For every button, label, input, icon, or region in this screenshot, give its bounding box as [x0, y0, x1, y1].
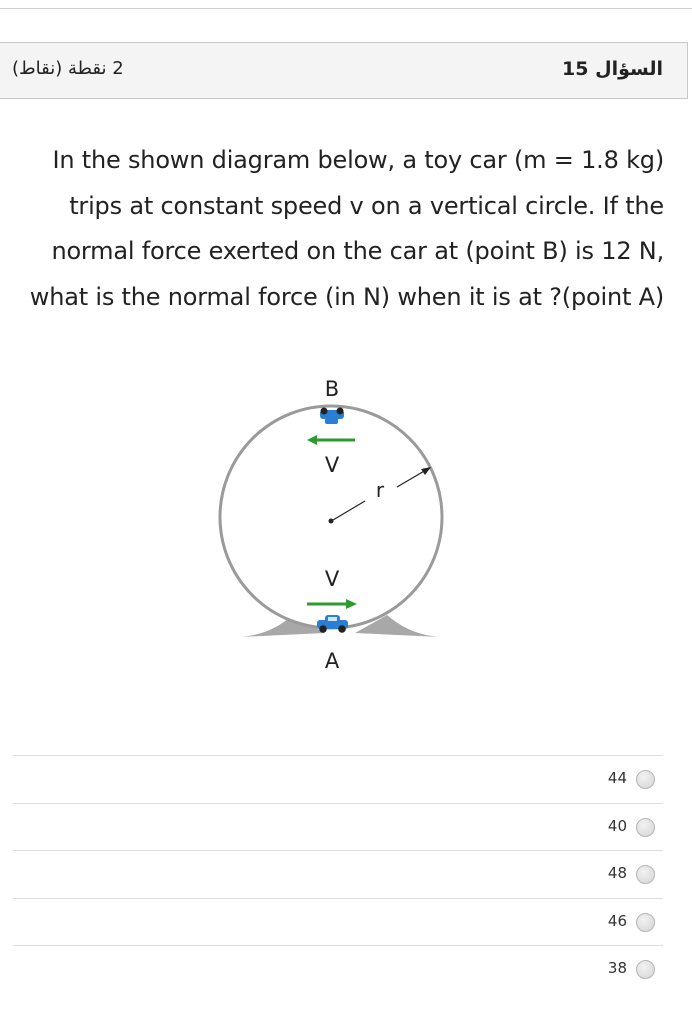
question-header [0, 42, 688, 99]
point-b-label: B [324, 377, 340, 401]
question-points: 2 نقطة (نقاط) [12, 58, 124, 79]
answer-option[interactable] [13, 755, 663, 803]
radio-button[interactable] [636, 818, 655, 837]
question-text: In the shown diagram below, a toy car (m = 1.8 kg) trips at constant speed v on a vertical circle. If the normal force exerted on the car at (point B) is 12 N, what is the normal force (in N) when it is at ?(point A) [29, 146, 664, 311]
radio-button[interactable] [636, 865, 655, 884]
answer-option[interactable] [13, 945, 663, 993]
answer-label: 38 [607, 959, 627, 977]
question-number: السؤال 15 [562, 58, 663, 80]
radio-button[interactable] [636, 770, 655, 789]
point-a-label: A [324, 649, 340, 673]
answer-option[interactable] [13, 898, 663, 946]
top-divider [0, 8, 692, 9]
answer-label: 40 [607, 816, 627, 835]
radio-button[interactable] [636, 960, 655, 979]
answer-option[interactable] [13, 803, 663, 851]
radius-label: r [375, 478, 385, 502]
vertical-circle-diagram [215, 365, 465, 685]
answer-label: 48 [607, 864, 627, 882]
velocity-label-bottom: V [324, 567, 340, 591]
answer-label: 46 [607, 911, 627, 930]
velocity-label-top: V [324, 453, 340, 477]
answer-label: 44 [607, 769, 627, 787]
radio-button[interactable] [636, 913, 655, 932]
answer-options [13, 755, 663, 993]
circle-center [329, 519, 334, 524]
answer-option[interactable] [13, 850, 663, 898]
